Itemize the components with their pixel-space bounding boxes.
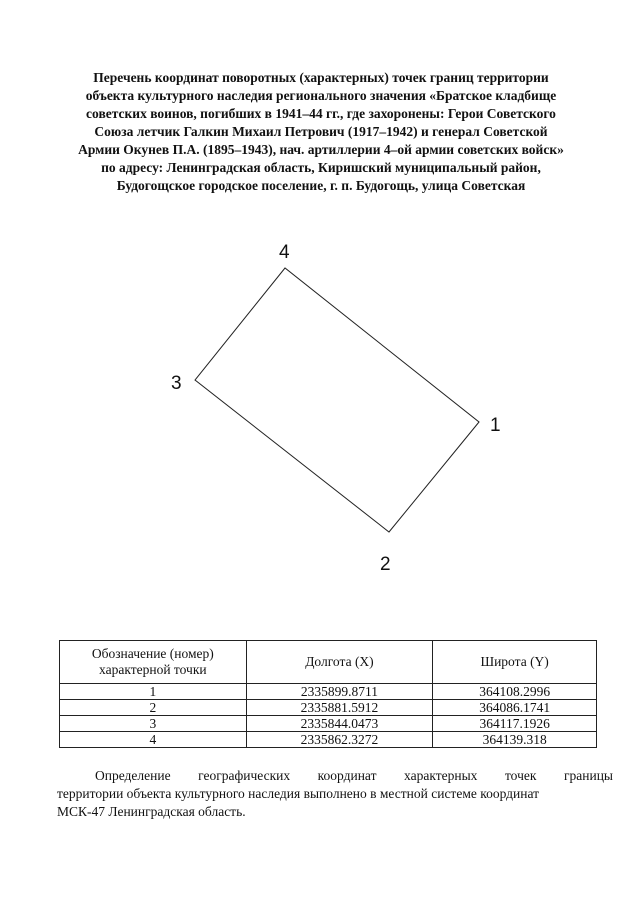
table-row [60, 684, 597, 700]
title-line: Армии Окунев П.А. (1895–1943), нач. артиллерии 4–ой армии советских войск» [78, 142, 564, 157]
cell-x: 2335862.3272 [246, 732, 433, 748]
title-line: по адресу: Ленинградская область, Киришский муниципальный район, [101, 160, 541, 175]
title-line: Перечень координат поворотных (характерных) точек границ территории [93, 70, 549, 85]
cell-y: 364086.1741 [433, 700, 597, 716]
coordinates-table [59, 640, 597, 748]
table-row [60, 716, 597, 732]
cell-x: 2335899.8711 [246, 684, 433, 700]
cell-point: 3 [60, 716, 247, 732]
table-row [60, 700, 597, 716]
cell-point: 2 [60, 700, 247, 716]
title-line: объекта культурного наследия регионального значения «Братское кладбище [85, 88, 557, 103]
title-line: Союза летчик Галкин Михаил Петрович (1917–1942) и генерал Советской [94, 124, 548, 139]
cell-x: 2335881.5912 [246, 700, 433, 716]
cell-point: 1 [60, 684, 247, 700]
note-line: Определение географических координат характерных точек границы [95, 768, 613, 783]
point-label-4: 4 [279, 242, 290, 263]
note-line: МСК-47 Ленинградская область. [57, 804, 246, 819]
title-line: Будогощское городское поселение, г. п. Будогощь, улица Советская [116, 178, 526, 193]
cell-y: 364139.318 [433, 732, 597, 748]
title-line: советских воинов, погибших в 1941–44 гг., где захоронены: Герои Советского [86, 106, 556, 121]
point-label-1: 1 [490, 415, 501, 436]
col-header-point: Обозначение (номер) характерной точки [60, 641, 247, 684]
cell-y: 364117.1926 [433, 716, 597, 732]
table-row [60, 732, 597, 748]
cell-point: 4 [60, 732, 247, 748]
boundary-polygon [195, 268, 479, 532]
boundary-plan [0, 230, 640, 580]
table-header-row [60, 641, 597, 684]
coordinate-system-note [57, 767, 613, 821]
col-header-y: Широта (Y) [433, 641, 597, 684]
note-line: территории объекта культурного наследия выполнено в местной системе координат [57, 786, 540, 801]
col-header-x: Долгота (X) [246, 641, 433, 684]
point-label-2: 2 [380, 554, 391, 575]
point-label-3: 3 [171, 373, 182, 394]
document-title [56, 69, 586, 195]
cell-x: 2335844.0473 [246, 716, 433, 732]
cell-y: 364108.2996 [433, 684, 597, 700]
